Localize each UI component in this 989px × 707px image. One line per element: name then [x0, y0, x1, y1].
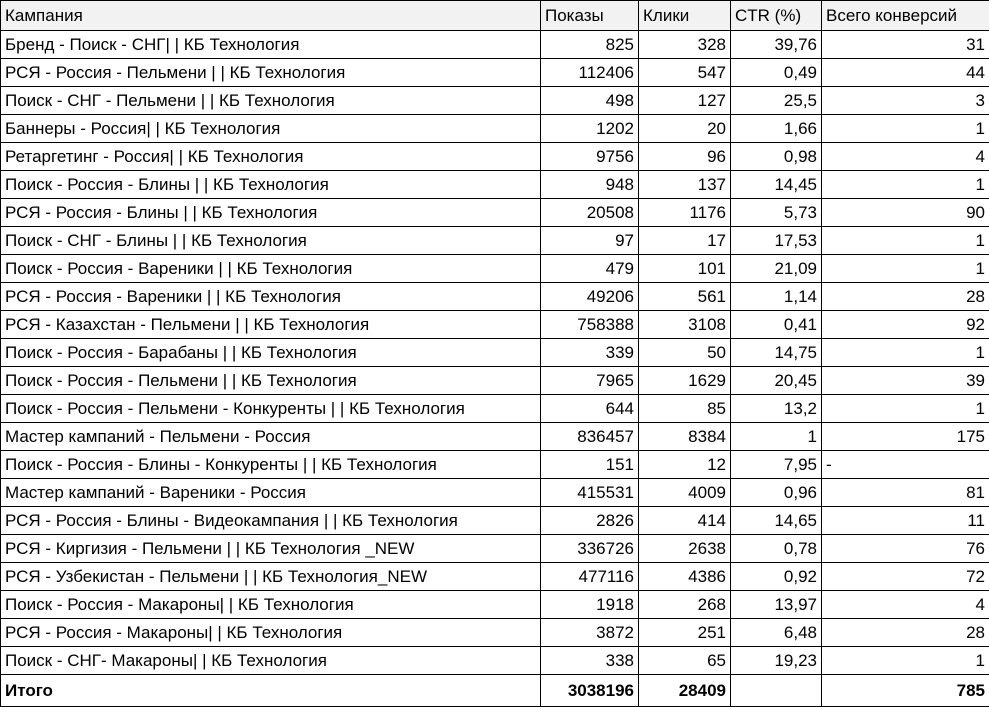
cell-clicks: 561: [639, 283, 731, 311]
table-row: [1, 619, 989, 647]
table-row: [1, 87, 989, 115]
cell-impressions: 7965: [541, 367, 639, 395]
cell-conversions: 1: [822, 395, 989, 423]
cell-conversions: 1: [822, 339, 989, 367]
cell-impressions: 49206: [541, 283, 639, 311]
table-row: [1, 647, 989, 675]
cell-impressions: 825: [541, 31, 639, 59]
cell-clicks: 547: [639, 59, 731, 87]
cell-clicks: 2638: [639, 535, 731, 563]
cell-conversions: 72: [822, 563, 989, 591]
cell-campaign: РСЯ - Россия - Блины | | КБ Технология: [1, 199, 541, 227]
cell-clicks: 251: [639, 619, 731, 647]
cell-ctr: 21,09: [731, 255, 822, 283]
cell-clicks: 414: [639, 507, 731, 535]
table-body: [1, 31, 989, 675]
cell-ctr: 1,14: [731, 283, 822, 311]
cell-campaign: Поиск - СНГ - Пельмени | | КБ Технология: [1, 87, 541, 115]
cell-conversions: 1: [822, 171, 989, 199]
header-row: [1, 1, 989, 31]
total-clicks: 28409: [639, 675, 731, 707]
cell-ctr: 39,76: [731, 31, 822, 59]
table-row: [1, 395, 989, 423]
cell-impressions: 758388: [541, 311, 639, 339]
cell-impressions: 2826: [541, 507, 639, 535]
cell-ctr: 13,2: [731, 395, 822, 423]
table-row: [1, 283, 989, 311]
cell-clicks: 101: [639, 255, 731, 283]
cell-conversions: 4: [822, 591, 989, 619]
table-row: [1, 171, 989, 199]
cell-conversions: 1: [822, 255, 989, 283]
cell-impressions: 948: [541, 171, 639, 199]
cell-clicks: 127: [639, 87, 731, 115]
cell-campaign: РСЯ - Россия - Блины - Видеокампания | | КБ Технология: [1, 507, 541, 535]
cell-ctr: 0,41: [731, 311, 822, 339]
cell-campaign: Мастер кампаний - Вареники - Россия: [1, 479, 541, 507]
cell-clicks: 85: [639, 395, 731, 423]
cell-clicks: 17: [639, 227, 731, 255]
cell-clicks: 3108: [639, 311, 731, 339]
header-ctr: CTR (%): [731, 1, 822, 31]
cell-conversions: 1: [822, 647, 989, 675]
cell-conversions: 31: [822, 31, 989, 59]
cell-impressions: 151: [541, 451, 639, 479]
table-row: [1, 339, 989, 367]
total-conversions: 785: [822, 675, 989, 707]
cell-ctr: 19,23: [731, 647, 822, 675]
cell-ctr: 0,92: [731, 563, 822, 591]
cell-conversions: 92: [822, 311, 989, 339]
cell-ctr: 6,48: [731, 619, 822, 647]
cell-campaign: Поиск - Россия - Барабаны | | КБ Технология: [1, 339, 541, 367]
table-row: [1, 507, 989, 535]
table-row: [1, 423, 989, 451]
cell-ctr: 14,75: [731, 339, 822, 367]
header-impressions: Показы: [541, 1, 639, 31]
cell-impressions: 9756: [541, 143, 639, 171]
cell-clicks: 96: [639, 143, 731, 171]
cell-impressions: 20508: [541, 199, 639, 227]
cell-ctr: 25,5: [731, 87, 822, 115]
cell-campaign: Поиск - Россия - Пельмени | | КБ Технология: [1, 367, 541, 395]
cell-conversions: 11: [822, 507, 989, 535]
cell-impressions: 339: [541, 339, 639, 367]
cell-campaign: РСЯ - Россия - Пельмени | | КБ Технология: [1, 59, 541, 87]
cell-ctr: 1: [731, 423, 822, 451]
cell-impressions: 498: [541, 87, 639, 115]
cell-ctr: 0,96: [731, 479, 822, 507]
cell-clicks: 65: [639, 647, 731, 675]
cell-campaign: Бренд - Поиск - СНГ| | КБ Технология: [1, 31, 541, 59]
total-ctr: [731, 675, 822, 707]
cell-impressions: 338: [541, 647, 639, 675]
cell-clicks: 20: [639, 115, 731, 143]
table-row: [1, 199, 989, 227]
cell-impressions: 3872: [541, 619, 639, 647]
cell-impressions: 97: [541, 227, 639, 255]
cell-conversions: 175: [822, 423, 989, 451]
cell-conversions: 3: [822, 87, 989, 115]
cell-ctr: 5,73: [731, 199, 822, 227]
cell-impressions: 336726: [541, 535, 639, 563]
cell-ctr: 13,97: [731, 591, 822, 619]
cell-clicks: 328: [639, 31, 731, 59]
cell-ctr: 14,65: [731, 507, 822, 535]
cell-conversions: 90: [822, 199, 989, 227]
cell-impressions: 479: [541, 255, 639, 283]
cell-clicks: 50: [639, 339, 731, 367]
table-row: [1, 59, 989, 87]
cell-conversions: -: [822, 451, 989, 479]
cell-clicks: 1176: [639, 199, 731, 227]
cell-campaign: Поиск - Россия - Макароны| | КБ Технология: [1, 591, 541, 619]
cell-clicks: 1629: [639, 367, 731, 395]
cell-ctr: 1,66: [731, 115, 822, 143]
total-row: [1, 675, 989, 707]
cell-conversions: 81: [822, 479, 989, 507]
cell-ctr: 0,49: [731, 59, 822, 87]
cell-conversions: 39: [822, 367, 989, 395]
cell-campaign: Баннеры - Россия| | КБ Технология: [1, 115, 541, 143]
table-row: [1, 31, 989, 59]
header-campaign: Кампания: [1, 1, 541, 31]
cell-campaign: Поиск - СНГ - Блины | | КБ Технология: [1, 227, 541, 255]
table-row: [1, 591, 989, 619]
cell-campaign: Мастер кампаний - Пельмени - Россия: [1, 423, 541, 451]
cell-clicks: 268: [639, 591, 731, 619]
cell-campaign: Поиск - Россия - Вареники | | КБ Технология: [1, 255, 541, 283]
cell-ctr: 0,98: [731, 143, 822, 171]
cell-impressions: 1202: [541, 115, 639, 143]
cell-campaign: Поиск - Россия - Блины | | КБ Технология: [1, 171, 541, 199]
cell-impressions: 112406: [541, 59, 639, 87]
cell-clicks: 8384: [639, 423, 731, 451]
cell-campaign: РСЯ - Казахстан - Пельмени | | КБ Технология: [1, 311, 541, 339]
cell-campaign: Поиск - Россия - Пельмени - Конкуренты | | КБ Технология: [1, 395, 541, 423]
cell-conversions: 28: [822, 619, 989, 647]
cell-clicks: 4386: [639, 563, 731, 591]
cell-impressions: 1918: [541, 591, 639, 619]
cell-clicks: 137: [639, 171, 731, 199]
cell-ctr: 20,45: [731, 367, 822, 395]
table-row: [1, 563, 989, 591]
cell-conversions: 1: [822, 115, 989, 143]
cell-conversions: 44: [822, 59, 989, 87]
header-conversions: Всего конверсий: [822, 1, 989, 31]
cell-impressions: 415531: [541, 479, 639, 507]
cell-impressions: 836457: [541, 423, 639, 451]
cell-campaign: Ретаргетинг - Россия| | КБ Технология: [1, 143, 541, 171]
cell-campaign: Поиск - СНГ- Макароны| | КБ Технология: [1, 647, 541, 675]
cell-clicks: 12: [639, 451, 731, 479]
total-impressions: 3038196: [541, 675, 639, 707]
cell-campaign: РСЯ - Узбекистан - Пельмени | | КБ Технология_NEW: [1, 563, 541, 591]
cell-campaign: РСЯ - Россия - Макароны| | КБ Технология: [1, 619, 541, 647]
cell-ctr: 14,45: [731, 171, 822, 199]
cell-campaign: Поиск - Россия - Блины - Конкуренты | | КБ Технология: [1, 451, 541, 479]
cell-impressions: 644: [541, 395, 639, 423]
cell-conversions: 76: [822, 535, 989, 563]
header-clicks: Клики: [639, 1, 731, 31]
cell-clicks: 4009: [639, 479, 731, 507]
table-row: [1, 311, 989, 339]
table-row: [1, 255, 989, 283]
table-row: [1, 479, 989, 507]
table-row: [1, 227, 989, 255]
table-row: [1, 115, 989, 143]
table-row: [1, 451, 989, 479]
cell-campaign: РСЯ - Киргизия - Пельмени | | КБ Технология _NEW: [1, 535, 541, 563]
table-row: [1, 143, 989, 171]
cell-conversions: 1: [822, 227, 989, 255]
cell-conversions: 4: [822, 143, 989, 171]
cell-ctr: 0,78: [731, 535, 822, 563]
table-row: [1, 367, 989, 395]
cell-ctr: 7,95: [731, 451, 822, 479]
cell-impressions: 477116: [541, 563, 639, 591]
cell-conversions: 28: [822, 283, 989, 311]
cell-ctr: 17,53: [731, 227, 822, 255]
cell-campaign: РСЯ - Россия - Вареники | | КБ Технология: [1, 283, 541, 311]
table-row: [1, 535, 989, 563]
total-label: Итого: [1, 675, 541, 707]
